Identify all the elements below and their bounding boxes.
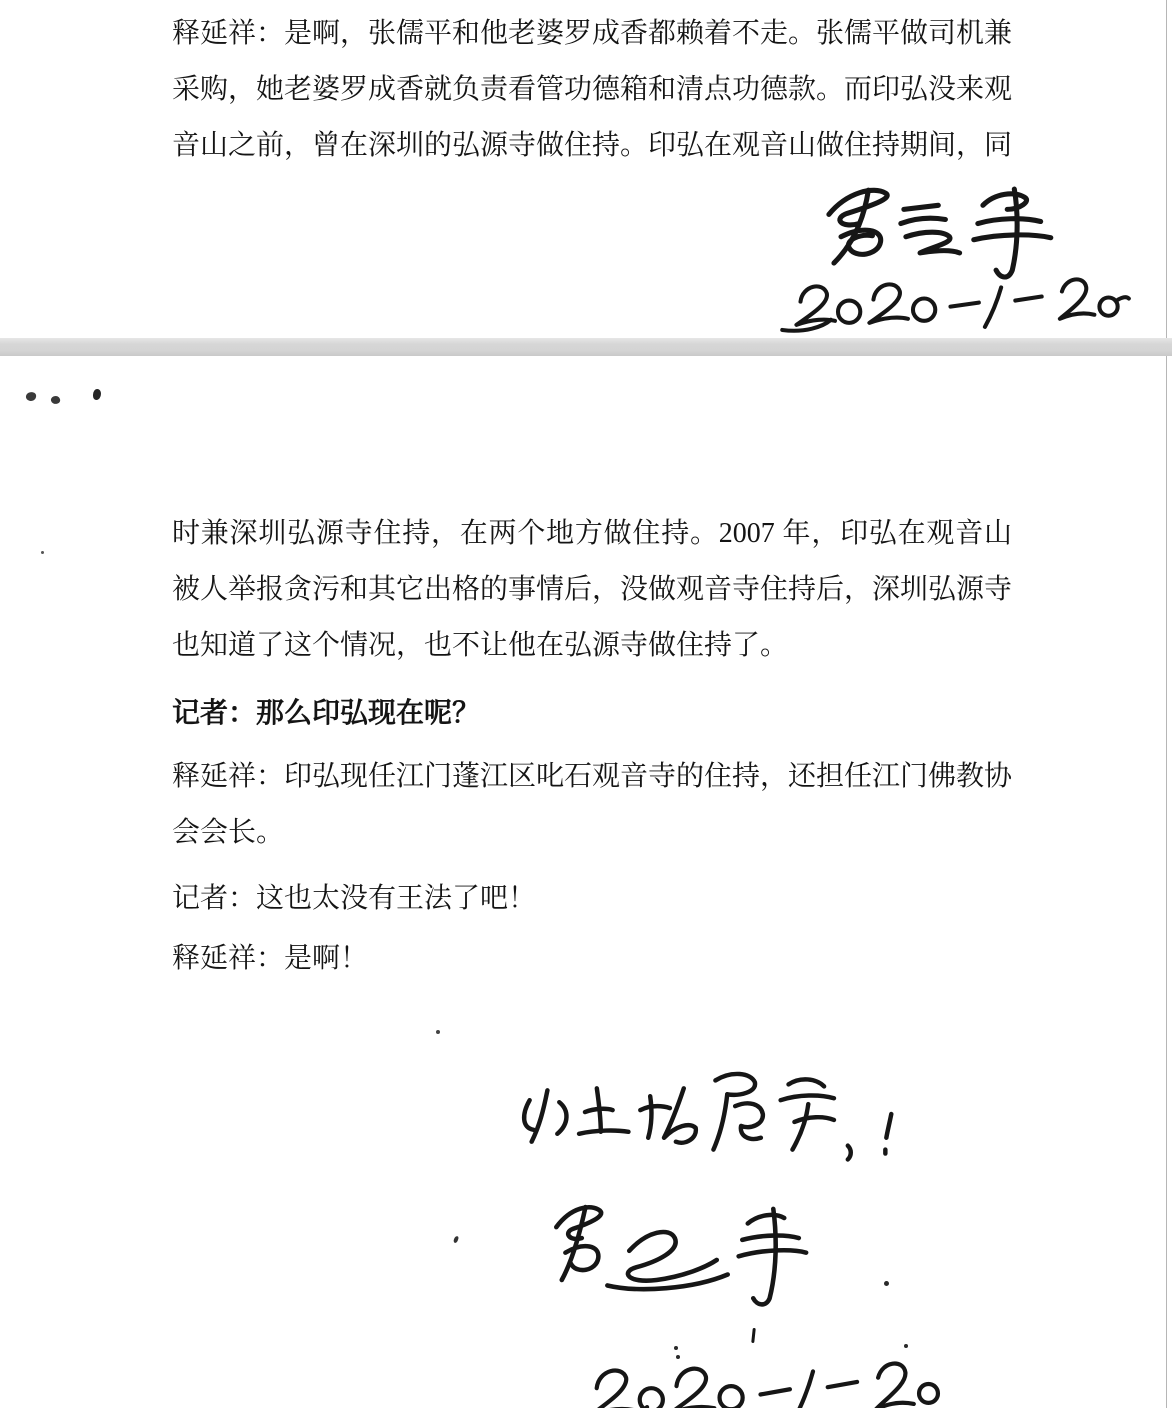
text-line: 释延祥：印弘现任江门蓬江区叱石观音寺的住持，还担任江门佛教协 <box>172 761 1013 792</box>
text-line: 音山之前，曾在深圳的弘源寺做住持。印弘在观音山做住持期间，同 <box>172 130 1013 161</box>
text-line: 会会长。 <box>172 817 285 848</box>
text-line: 释延祥：是啊！ <box>172 943 369 974</box>
paragraph-bold <box>172 686 1012 742</box>
ink-speck <box>50 395 61 405</box>
text-line: 时兼深圳弘源寺住持，在两个地方做住持。2007 年，印弘在观音山 <box>172 518 1012 549</box>
paragraph <box>172 749 1012 861</box>
handwritten-signature-block <box>770 182 1135 334</box>
text-line: 释延祥：是啊，张儒平和他老婆罗成香都赖着不走。张儒平做司机兼 <box>172 18 1013 49</box>
handwritten-date <box>782 279 1129 330</box>
paragraph <box>172 506 1012 674</box>
page-separator <box>0 338 1172 356</box>
text-line: 也知道了这个情况，也不让他在弘源寺做住持了。 <box>172 630 789 661</box>
handwritten-date <box>560 1342 940 1408</box>
ink-speck <box>41 551 44 554</box>
ink-speck <box>453 1236 459 1244</box>
text-line: 记者：这也太没有王法了吧！ <box>172 883 537 914</box>
paragraph <box>172 931 1012 987</box>
handwritten-signature-block <box>518 1196 828 1333</box>
paragraph <box>172 6 1012 174</box>
ink-speck <box>884 1281 889 1286</box>
handwritten-attestation <box>500 1062 915 1172</box>
ink-speck <box>436 1030 440 1034</box>
ink-speck <box>25 391 37 402</box>
text-line: 被人举报贪污和其它出格的事情后，没做观音寺住持后，深圳弘源寺 <box>172 574 1013 605</box>
paragraph <box>172 871 1012 927</box>
ink-speck <box>93 389 101 400</box>
text-line: 记者：那么印弘现在呢？ <box>172 698 481 729</box>
page-edge <box>1166 0 1167 1408</box>
text-line: 采购，她老婆罗成香就负责看管功德箱和清点功德款。而印弘没来观 <box>172 74 1013 105</box>
